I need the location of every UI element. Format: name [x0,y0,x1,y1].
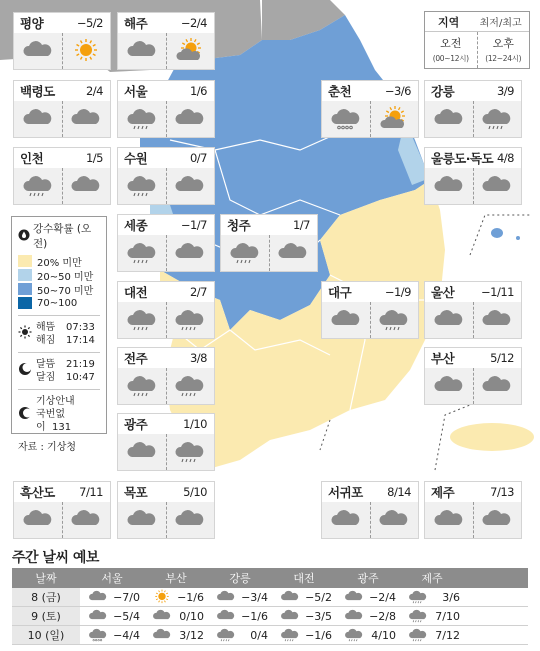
cloud-rain-icon [370,302,419,338]
city-name: 울릉도·독도 [431,151,494,166]
cloud-rain-icon [166,368,215,404]
city-name: 평양 [20,16,44,31]
ulleungdo [491,228,503,238]
weekly-temp: −3/4 [241,590,268,604]
cloud-icon [152,608,172,624]
cloud-icon [344,589,364,605]
city-name: 세종 [124,218,148,233]
cloud-icon [62,101,111,137]
sun-icon [18,325,32,343]
jeju-island [450,423,534,451]
city-name: 수원 [124,151,148,166]
cloud-icon [425,502,473,538]
legend-swatch [18,255,32,267]
cloud-icon [473,502,522,538]
city-card [424,347,522,405]
info-line1: 기상안내 [36,396,75,407]
moon-times [18,358,100,384]
weekly-city-header: 제주 [421,572,443,585]
cloud-icon [216,589,236,605]
cloud-rain-icon [166,302,215,338]
cloud-rain-icon [221,235,269,271]
moon-icon [18,362,32,380]
legend-key [424,11,530,69]
weekly-temp: −1/6 [177,590,204,604]
weekly-temp: −2/4 [369,590,396,604]
city-temp: 2/4 [85,84,103,98]
city-card [117,80,215,138]
cloud-snow-icon [88,627,108,643]
cloud-icon [62,168,111,204]
region-label: 지역 [438,15,460,29]
cloud-icon [370,502,419,538]
city-name: 전주 [124,351,148,366]
city-name: 목포 [124,485,148,500]
city-temp: −3/6 [384,84,411,98]
moonset-label: 달짐 [36,372,56,383]
weekly-cell [208,608,272,624]
city-card [13,80,111,138]
weekly-temp: −4/4 [113,628,140,642]
city-name: 대구 [328,285,352,300]
city-name: 인천 [20,151,44,166]
cloud-icon [425,168,473,204]
weekly-cell [80,589,144,605]
city-card [13,12,111,70]
cloud-icon [118,434,166,470]
precip-legend-title: 강수확률 (오전) [33,223,92,250]
city-temp: −1/11 [481,285,514,299]
weekly-date: 10 (일) [12,626,80,644]
city-temp: 3/8 [189,351,207,365]
crescent-icon [18,406,32,424]
city-name: 해주 [124,16,148,31]
weekly-cell [400,608,464,624]
cloud-icon [166,168,215,204]
cloud-rain-icon [473,101,522,137]
moonrise-time: 21:19 [66,359,95,370]
city-temp: 7/13 [490,485,514,499]
weekly-date: 9 (토) [12,607,80,625]
weekly-temp: 7/12 [435,628,460,642]
legend-row-2 [18,282,100,296]
city-temp: −2/4 [180,16,207,30]
moonrise-label: 달뜸 [36,359,56,370]
weekly-temp: −5/2 [305,590,332,604]
cloud-icon [425,101,473,137]
weekly-cell [336,608,400,624]
city-temp: 3/9 [496,84,514,98]
city-temp: 1/6 [189,84,207,98]
weekly-temp: 0/4 [250,628,268,642]
weekly-table [12,568,528,646]
city-card [220,214,318,272]
city-name: 백령도 [20,84,55,99]
legend-swatch [18,283,32,295]
cloud-icon [14,502,62,538]
legend-row-1 [18,268,100,282]
city-temp: 4/8 [496,151,514,165]
weekly-cell [80,608,144,624]
legend-label: 20~50 미만 [37,271,94,283]
sun-cloud-icon [166,33,215,69]
city-temp: 2/7 [189,285,207,299]
cloud-icon [473,302,522,338]
city-card [13,147,111,205]
city-temp: 5/10 [183,485,207,499]
sunset-time: 17:14 [66,335,95,346]
cloud-icon [216,608,236,624]
city-temp: 1/7 [292,218,310,232]
moonset-time: 10:47 [66,372,95,383]
weekly-cell [336,589,400,605]
cloud-icon [118,502,166,538]
city-card [117,214,215,272]
am-hours: (00~12시) [432,54,469,63]
city-temp: 0/7 [189,151,207,165]
city-name: 광주 [124,417,148,432]
data-source: 자료 : 기상청 [18,442,77,453]
city-name: 제주 [431,485,455,500]
weather-info [18,395,100,434]
weekly-temp: 4/10 [371,628,396,642]
legend-label: 70~100 [37,297,78,309]
weekly-temp: 0/10 [179,609,204,623]
city-name: 서귀포 [328,485,363,500]
weekly-temp: −5/4 [113,609,140,623]
cloud-rain-icon [408,627,428,643]
cloud-rain-icon [118,302,166,338]
city-temp: 1/10 [183,417,207,431]
city-temp: −5/2 [76,16,103,30]
weekly-city-header: 광주 [357,572,379,585]
dokdo [516,236,520,240]
cloud-rain-icon [216,627,236,643]
cloud-icon [322,502,370,538]
weekly-cell [80,627,144,643]
city-card [117,413,215,471]
city-card [424,147,522,205]
weekly-row [12,607,528,626]
weekly-cell [400,627,464,643]
weekly-row [12,626,528,645]
cloud-icon [280,608,300,624]
legend-swatch [18,297,32,309]
city-temp: −1/7 [180,218,207,232]
sunrise-time: 07:33 [66,322,95,333]
city-name: 대전 [124,285,148,300]
pm-label: 오후 [492,37,514,50]
cloud-rain-icon [166,434,215,470]
city-card [117,281,215,339]
city-name: 춘천 [328,84,352,99]
sun-times [18,321,100,347]
weekly-cell [400,589,464,605]
weekly-date: 8 (금) [12,588,80,606]
cloud-rain-icon [280,627,300,643]
cloud-rain-icon [408,589,428,605]
cloud-icon [14,33,62,69]
sun-icon [152,589,172,605]
weekly-cell [144,589,208,605]
city-card [321,80,419,138]
legend-swatch [18,269,32,281]
weekly-cell [208,627,272,643]
weekly-cell [144,627,208,643]
date-header: 날짜 [35,572,57,585]
city-name: 강릉 [431,84,455,99]
weekly-city-header: 강릉 [229,572,251,585]
precip-legend [11,216,107,453]
city-card [321,481,419,539]
city-temp: 7/11 [79,485,103,499]
city-card [424,80,522,138]
cloud-snow-icon [322,101,370,137]
raindrop-icon [18,229,30,244]
info-number: 131 [52,422,72,433]
weekly-temp: −1/6 [241,609,268,623]
city-name: 흑산도 [20,485,55,500]
cloud-rain-icon [118,235,166,271]
cloud-icon [322,302,370,338]
weekly-cell [144,608,208,624]
weekly-temp: 3/12 [179,628,204,642]
cloud-icon [473,168,522,204]
cloud-icon [14,101,62,137]
cloud-icon [280,589,300,605]
weekly-city-header: 서울 [101,572,123,585]
weekly-city-header: 부산 [165,572,187,585]
weekly-temp: 3/6 [442,590,460,604]
cloud-icon [425,302,473,338]
legend-row-3 [18,296,100,310]
city-card [321,281,419,339]
cloud-rain-icon [118,101,166,137]
city-card [117,347,215,405]
info-line2: 국번없이 [36,409,65,433]
city-temp: 5/12 [490,351,514,365]
cloud-icon [344,608,364,624]
cloud-rain-icon [408,608,428,624]
weekly-header [12,568,528,588]
cloud-icon [269,235,318,271]
city-card [13,481,111,539]
am-label: 오전 [440,37,462,50]
city-temp: −1/9 [384,285,411,299]
weekly-temp: 7/10 [435,609,460,623]
sun-icon [62,33,111,69]
cloud-icon [152,627,172,643]
weekly-row [12,588,528,607]
legend-label: 20% 미만 [37,257,82,269]
city-name: 울산 [431,285,455,300]
city-card [117,147,215,205]
city-temp: 8/14 [387,485,411,499]
weekly-cell [272,589,336,605]
legend-row-0 [18,254,100,268]
sun-cloud-icon [370,101,419,137]
city-card [424,281,522,339]
cloud-rain-icon [344,627,364,643]
weekly-cell [336,627,400,643]
cloud-rain-icon [118,368,166,404]
weekly-temp: −1/6 [305,628,332,642]
temp-label: 최저/최고 [479,18,522,29]
city-card [117,12,215,70]
weekly-city-header: 대전 [293,572,315,585]
city-card [424,481,522,539]
cloud-icon [118,33,166,69]
cloud-icon [88,608,108,624]
pm-hours: (12~24시) [485,54,522,63]
cloud-icon [166,235,215,271]
cloud-icon [425,368,473,404]
cloud-icon [473,368,522,404]
weekly-temp: −2/8 [369,609,396,623]
sunrise-label: 해뜸 [36,322,56,333]
sunset-label: 해짐 [36,335,56,346]
cloud-rain-icon [14,168,62,204]
weekly-temp: −3/5 [305,609,332,623]
weekly-title: 주간 날씨 예보 [12,550,99,566]
city-name: 서울 [124,84,148,99]
cloud-rain-icon [118,168,166,204]
weekly-cell [208,589,272,605]
weekly-cell [272,627,336,643]
cloud-icon [88,589,108,605]
weekly-temp: −7/0 [113,590,140,604]
cloud-icon [166,502,215,538]
legend-label: 50~70 미만 [37,285,94,297]
cloud-icon [166,101,215,137]
city-card [117,481,215,539]
city-temp: 1/5 [85,151,103,165]
city-name: 청주 [227,218,251,233]
city-name: 부산 [431,351,455,366]
weekly-cell [272,608,336,624]
cloud-icon [62,502,111,538]
weekly-body [12,588,528,645]
